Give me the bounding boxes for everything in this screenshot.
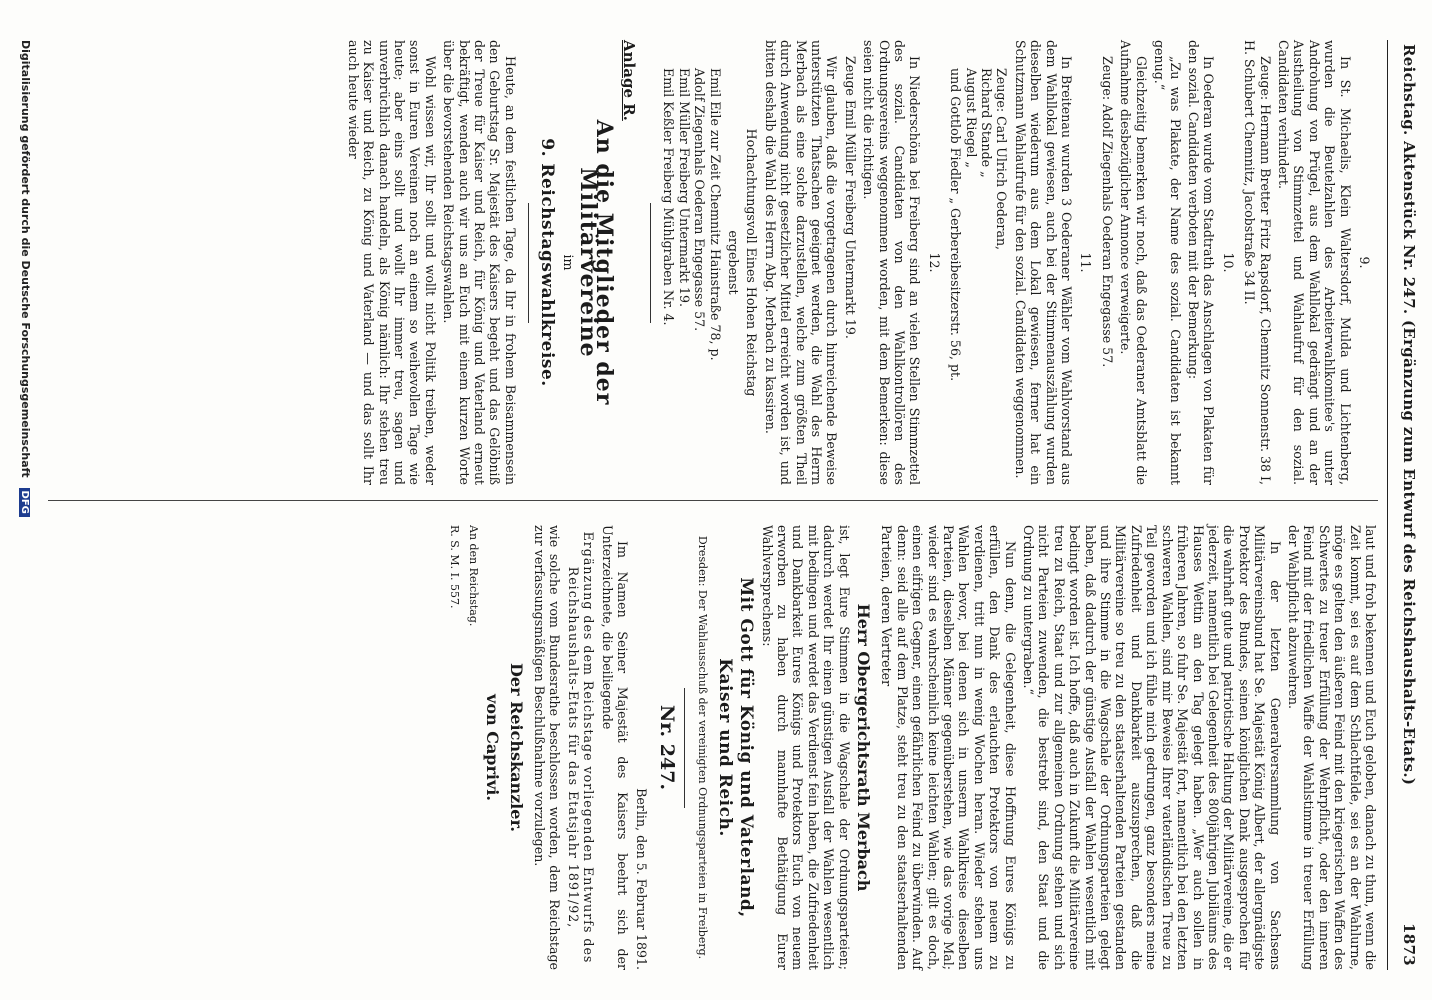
motto-line: Kaiser und Reich.	[714, 658, 735, 837]
paragraph: Heute, an dem festlichen Tage, da Ihr in frohem Beisammensein den Geburtstag Sr. Majestät des Kaisers begeht und das Gelöbniß der Treue für Kaiser und Reich, für König und Vaterland erneut bekräftigt, wenden auch wir uns an Euch mit einem kurzen Worte über die bevorstehenden Reichstagswahlen.	[441, 40, 518, 485]
paragraph: In Oederan wurde vom Stadtrath das Anschlagen von Plakaten für den sozial. Candidaten verboten mit der Bemerkung:	[1185, 40, 1217, 485]
closing-line: Hochachtungsvoll Eines Hohen Reichstag	[744, 128, 760, 397]
witness-line: Zeuge: Adolf Ziegenhals Oederan Engegasse 57.	[1099, 56, 1115, 368]
signer: Emil Eile zur Zeit Chemnitz Hainstraße 78, p.	[707, 68, 723, 361]
addressee: An den Reichstag.	[466, 525, 480, 627]
paragraph: wie solche vom Bundesrathe beschlossen worden, dem Reichstage zur verfassungsmäßigen Beschlußnahme vorzulegen.	[532, 525, 563, 970]
chancellor-name: von Caprivi.	[483, 694, 503, 801]
signer: Adolf Ziegenhals Oederan Engegasse 57.	[692, 68, 708, 332]
page-number: 1873	[1400, 923, 1418, 966]
paragraph: In der letzten Generalversammlung von Sachsens Militärvereinsbund hat Se. Majestät König Albert, der allergnädigste Protektor des Bundes, seinen königlichen Dank ausgesprochen für die wahrhaft gute und patriotische Haltung der Militärvereine, die er jederzeit, namentlich bei Gelegenheit des 800jährigen Jubiläums des Hauses Wettin an den Tag gelegt haben. „Wer auch sollen in früheren Jahren, so fuhr Se. Majestät fort, namentlich bei den letzten schweren Wahlen, sind mir Beweise Ihrer vaterländischen Treue zu Teil geworden und ich fühle mich gedrungen, ganz besonders meine Zufriedenheit und Dankbarkeit auszusprechen, daß die Militärvereine so treu zu den staatserhaltenden Parteien gestanden und ihre Stimme in die Wagschale der Ordnungsparteien gelegt haben, daß dadurch der günstige Ausfall der Wahlen wesentlich mit bedingt worden ist. Ich hoffe, daß auch in Zukunft die Militärvereine treu zu Reich, Staat und zur allgemeinen Ordnung stehen und sich nicht Parteien zuwenden, die bestrebt sind, den Staat und die Ordnung zu untergraben.“	[1021, 525, 1283, 970]
witness-line: und Gottlob Fiedler „ Gerbereibesitzerstr. 56, pt.	[948, 68, 964, 382]
motto-line: Mit Gott für König und Vaterland,	[736, 577, 757, 918]
divider	[528, 203, 529, 323]
closing-line: ergebenst	[725, 230, 741, 295]
column-divider	[48, 500, 1378, 501]
supplement-title: Ergänzung des dem Reichstage vorliegenden Entwurfs des Reichshaushalts-Etats für das Etatsjahr 1891/92,	[565, 531, 597, 964]
page-header	[1387, 40, 1424, 970]
appeal-title-connector: im	[560, 254, 576, 271]
paragraph: Wir glauben, daß die vorgetragenen durch hinreichende Beweise unterstützten Thatsachen geeignet werden, die Wahl des Herrn Merbach als eine solche darzustellen, welche zum größten Theil durch Anwendung nicht gesetzlicher Mittel erreicht worden ist, und bitten deshalb die Wahl des Herrn Abg. Merbach zu kassiren.	[762, 40, 840, 485]
funding-note	[19, 40, 32, 960]
paragraph: In St. Michaelis, Klein Waltersdorf, Mulda und Lichtenberg, wurden die Beutelzahlen des Arbeiterwahlkomitee's unter Androhung von Prügel, aus dem Wahllokal gedrängt und an der Austheilung von Stimmzettel und Wahlaufruf für den sozial. Candidaten verhindert.	[1275, 40, 1353, 485]
divider	[684, 688, 685, 808]
paragraph: Gleichzeitig bemerken wir noch, daß das Oederaner Amtsblatt die Aufnahme diesbezüglicher Annonce verweigerte.	[1118, 40, 1149, 485]
paragraph: Nun denn, die Gelegenheit, diese Hoffnung Eures Königs zu erfüllen, den Dank des erlauchten Protektors von neuem zu verdienen, tritt nun in wenig Wochen heran. Wieder stehen uns Wahlen bevor, bei denen sich in unserm Wahlkreise dieselben Parteien, dieselben Männer gegenüberstehen, wie das vorige Mal; wieder sind es wahrscheinlich keine leichten Wahlen; gilt es doch, einen eifrigen Gegner, einen gefährlichen Feind zu überwinden. Auf denn: seid alle auf dem Platze, steht treu zu den staatserhaltenden Parteien, deren Vertreter	[879, 525, 1018, 970]
paragraph: laut und froh bekennen und Euch geloben, danach zu thun, wenn die Zeit kommt, sei es auf dem Schlachtfelde, sei es an der Wahlurne, möge es gelten den äußeren Feind mit den kriegerischen Waffen des Schwertes zu treuer Erfüllung der Wehrpflicht, oder den inneren Feind mit der friedlichen Waffe der Wahlstimme in treuer Erfüllung der Wahlpflicht abzuwehren.	[1285, 525, 1378, 970]
annex-label: Anlage R.	[619, 40, 638, 121]
section-number: 11.	[1078, 252, 1094, 273]
section-number: 12.	[926, 252, 942, 273]
document-date: Berlin, den 5. Februar 1891.	[633, 788, 649, 970]
appeal-title: An die Mitglieder der Militärvereine	[575, 119, 617, 406]
witness-line: Zeuge: Hermann Bretter Fritz Rapsdorf, Chemnitz Sonnenstr. 38 I, H. Schubert Chemnitz, Jacobstraße 34 II.	[1242, 40, 1273, 485]
signer: Emil Keßler Freiberg Mühlgraben Nr. 4.	[661, 68, 677, 326]
appeal-subtitle: 9. Reichstagswahlkreise.	[537, 138, 558, 387]
witness-line: Zeuge Emil Müller Freiberg Untermarkt 19.	[842, 56, 858, 339]
candidate-name: Herr Obergerichtsrath Merbach	[854, 603, 873, 892]
paragraph: ist, legt Eure Stimmen in die Wagschale der Ordnungsparteien; dadurch werdet Ihr einen günstigen Ausfall der Wahlen wesentlich mit bedingen und werdet das Verdienst fein haben, die Zufriedenheit und Dankbarkeit Eures Königs und Protektors Euch von neuem erworben zu haben durch mannhafte Bethätigung Eurer Wahlversprechens:	[759, 525, 852, 970]
issuer-line: Dresden: Der Wahlausschuß der vereinigten Ordnungsparteien in Freiberg.	[696, 535, 710, 960]
right-column	[444, 525, 1378, 970]
witness-line: Zeuge: Carl Ulrich Oederan,	[994, 68, 1010, 251]
left-column	[342, 40, 1378, 485]
paragraph: „Zu was Plakate, der Name des sozial. Candidaten ist bekannt genug.“	[1152, 40, 1183, 485]
reference-code: R. S. M. I. 557.	[448, 525, 462, 609]
divider	[650, 203, 651, 323]
paragraph: In Niederschöna bei Freiberg sind an vielen Stellen Stimmzettel des sozial. Candidaten von den Wahlkontrollören des Ordnungsvereins weggenommen worden, mit dem Bemerken: diese seien nicht die richtigen.	[861, 40, 923, 485]
chancellor-title: Der Reichskanzler.	[506, 663, 526, 832]
paragraph: Im Namen Seiner Majestät des Kaisers beehrt sich der Unterzeichnete, die beiliegende	[599, 525, 631, 970]
dfg-logo: DFG	[19, 488, 30, 517]
witness-line: Richard Stande „	[979, 68, 995, 178]
signer: Emil Müller Freiberg Untermarkt 19.	[676, 68, 692, 308]
funding-text: Digitalisierung gefördert durch die Deutsche Forschungsgemeinschaft	[19, 40, 32, 478]
paragraph: In Breitenau wurden 3 Oederaner Wähler vom Wahlvorstand aus dem Wahllokal gewiesen, auch bei der Stimmenauszählung wurden dieselben wiederum aus dem Lokal gewiesen, ferner hat ein Schutzmann Wahlaufrufe für den sozial. Candidaten weggenommen.	[1012, 40, 1075, 485]
section-number: 10.	[1220, 252, 1236, 273]
paragraph: Wohl wissen wir, Ihr sollt und wollt nicht Politik treiben, weder sonst in Euren Vereinen noch an einem so weihevollen Tage wie heute; aber eins sollt und wollt Ihr immer treu, sagen und unverbrüchlich danach handeln, als König nämlich: Ihr stehen treu zu Kaiser und Reich, zu König und Vaterland — und das sollt Ihr auch heute wieder	[345, 40, 438, 485]
section-number: 9.	[1357, 256, 1372, 269]
witness-line: August Riegel „	[963, 68, 979, 168]
header-title: Reichstag. Aktenstück Nr. 247. (Ergänzung zum Entwurf des Reichshaushalts-Etats.)	[1400, 44, 1418, 786]
document-number: Nr. 247.	[655, 704, 678, 791]
